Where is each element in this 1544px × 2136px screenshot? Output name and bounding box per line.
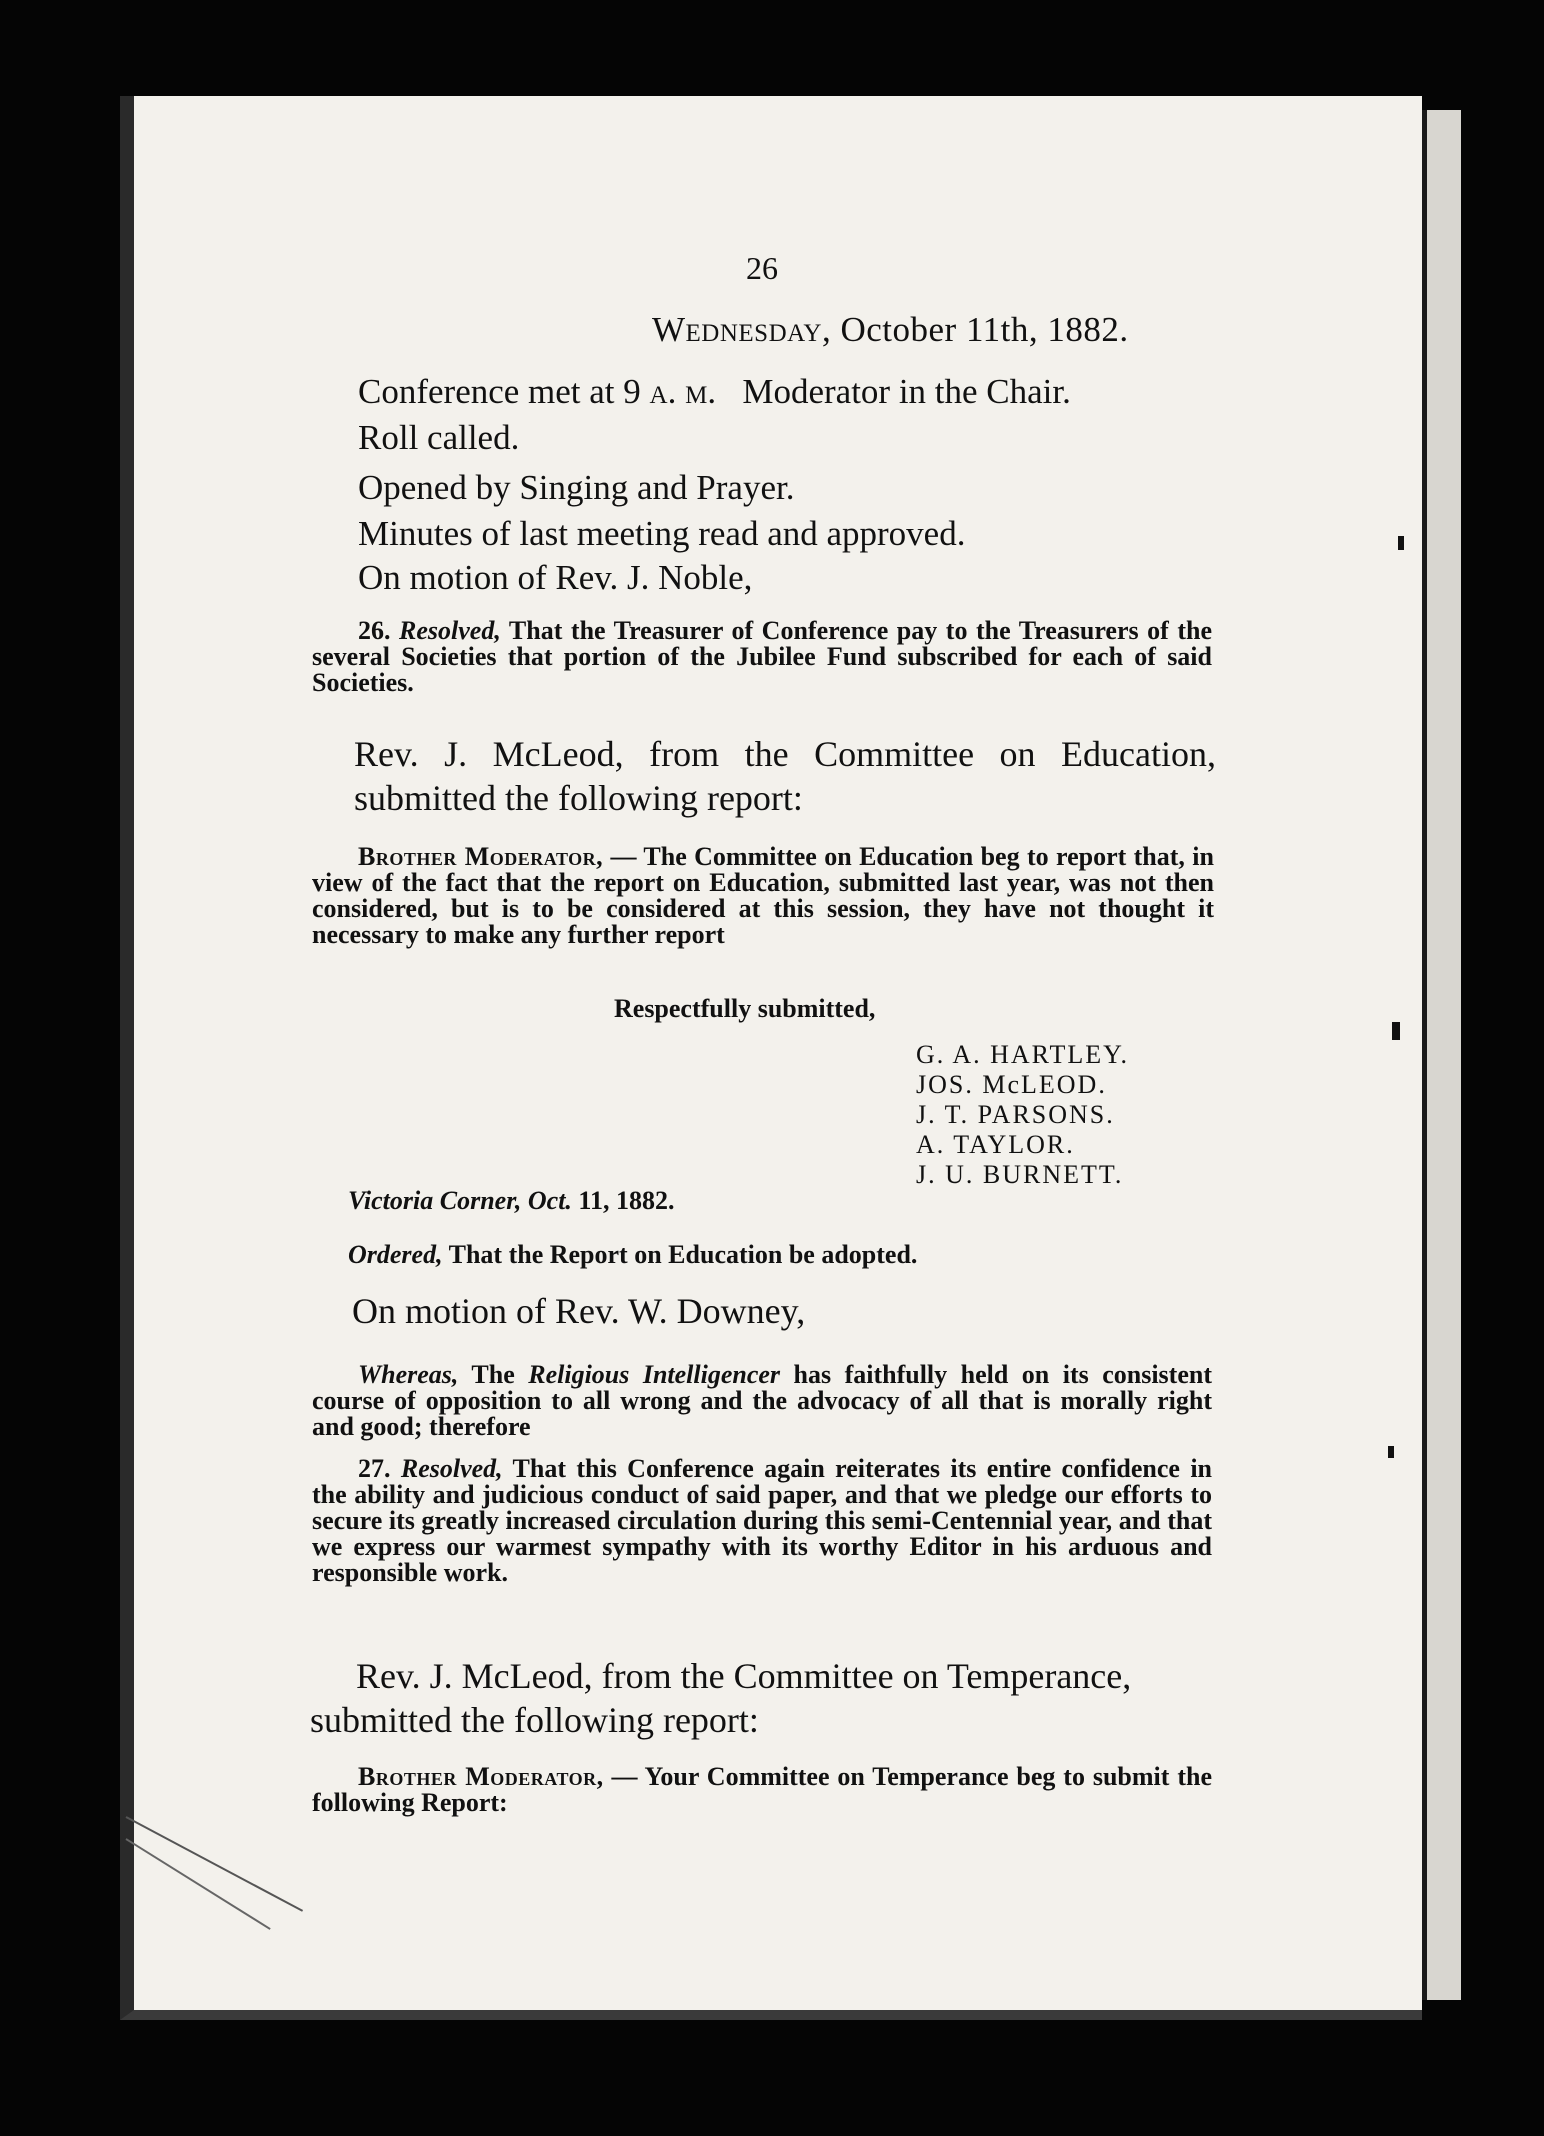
- date: 11, 1882.: [571, 1186, 675, 1215]
- signer: G. A. HARTLEY.: [916, 1040, 1130, 1069]
- opening-line-5: On motion of Rev. J. Noble,: [358, 558, 753, 597]
- resolution-26-text: That the Treasurer of Conference pay to the Treasurers of the several Societies that portion of the Jubilee Fund subscribed for each of said Societies.: [312, 616, 1212, 697]
- resolution-26-label: Resolved,: [399, 616, 501, 645]
- date-heading-day: Wednesday: [652, 310, 822, 349]
- temperance-intro: Rev. J. McLeod, from the Committee on Temperance, submitted the following report:: [310, 1656, 1132, 1740]
- resolution-27-label: Resolved,: [400, 1454, 503, 1483]
- temperance-report-text: — Your Committee on Temperance beg to submit the following Report:: [312, 1762, 1212, 1817]
- education-report: [312, 844, 1214, 948]
- adjacent-page-edge: [1422, 110, 1461, 2000]
- respectfully-submitted: Respectfully submitted,: [614, 994, 876, 1023]
- education-report-salutation: Brother Moderator,: [358, 842, 604, 871]
- resolution-27: [312, 1456, 1212, 1586]
- margin-mark: [1392, 1022, 1400, 1040]
- paper-name: Religious Intelligencer: [528, 1360, 781, 1389]
- opening-line-2: Roll called.: [358, 418, 520, 457]
- whereas-text-b: has faithfully held on its consistent course of opposition to all wrong and the advocacy of all that is morally right and good; therefore: [312, 1360, 1212, 1441]
- resolution-26: [312, 618, 1212, 696]
- date-heading-rest: , October 11th, 1882.: [821, 310, 1129, 349]
- place: Victoria Corner, Oct.: [348, 1186, 572, 1215]
- education-intro: Rev. J. McLeod, from the Committee on Education, submitted the following report:: [354, 734, 1216, 818]
- signer: J. U. BURNETT.: [916, 1160, 1124, 1189]
- ordered-label: Ordered,: [348, 1240, 443, 1269]
- page-number: 26: [746, 250, 778, 286]
- on-motion-downey: On motion of Rev. W. Downey,: [352, 1291, 806, 1331]
- resolution-27-text: That this Conference again reiterates its entire confidence in the ability and judicious conduct of said paper, and that we pledge our efforts to secure its greatly increased circulation during this semi-Centennial year, and that we express our warmest sympathy with its worthy Editor in his arduous and responsible work.: [312, 1454, 1212, 1587]
- opening-line-1: [358, 368, 1071, 416]
- margin-mark: [1398, 536, 1404, 550]
- margin-mark: [1388, 1446, 1394, 1458]
- temperance-report: [312, 1764, 1212, 1816]
- opening-line-3: Opened by Singing and Prayer.: [358, 468, 795, 507]
- whereas-label: Whereas,: [358, 1360, 459, 1389]
- opening-line-1-time: a. m.: [649, 372, 717, 411]
- signer: JOS. McLEOD.: [916, 1070, 1107, 1099]
- signer: A. TAYLOR.: [916, 1130, 1075, 1159]
- education-report-text: — The Committee on Education beg to report that, in view of the fact that the report on Education, submitted last year, was not then considered, but is to be considered at this session, they have not thought it necessary to make any further report: [312, 842, 1214, 949]
- opening-line-1-b: Moderator in the Chair.: [716, 372, 1071, 411]
- ordered-text: That the Report on Education be adopted.: [442, 1240, 918, 1269]
- whereas-text-a: The: [458, 1360, 529, 1389]
- opening-line-4: Minutes of last meeting read and approved.: [358, 514, 966, 553]
- whereas-paragraph: [312, 1362, 1212, 1440]
- place-date: [348, 1186, 675, 1216]
- date-heading: [652, 310, 1129, 350]
- opening-line-1-a: Conference met at 9: [358, 372, 650, 411]
- signer: J. T. PARSONS.: [916, 1100, 1115, 1129]
- temperance-report-salutation: Brother Moderator,: [358, 1762, 604, 1791]
- signers-list: [916, 1040, 1129, 1190]
- resolution-26-number: 26.: [358, 616, 391, 645]
- resolution-27-number: 27.: [358, 1454, 391, 1483]
- ordered-line: [348, 1240, 917, 1270]
